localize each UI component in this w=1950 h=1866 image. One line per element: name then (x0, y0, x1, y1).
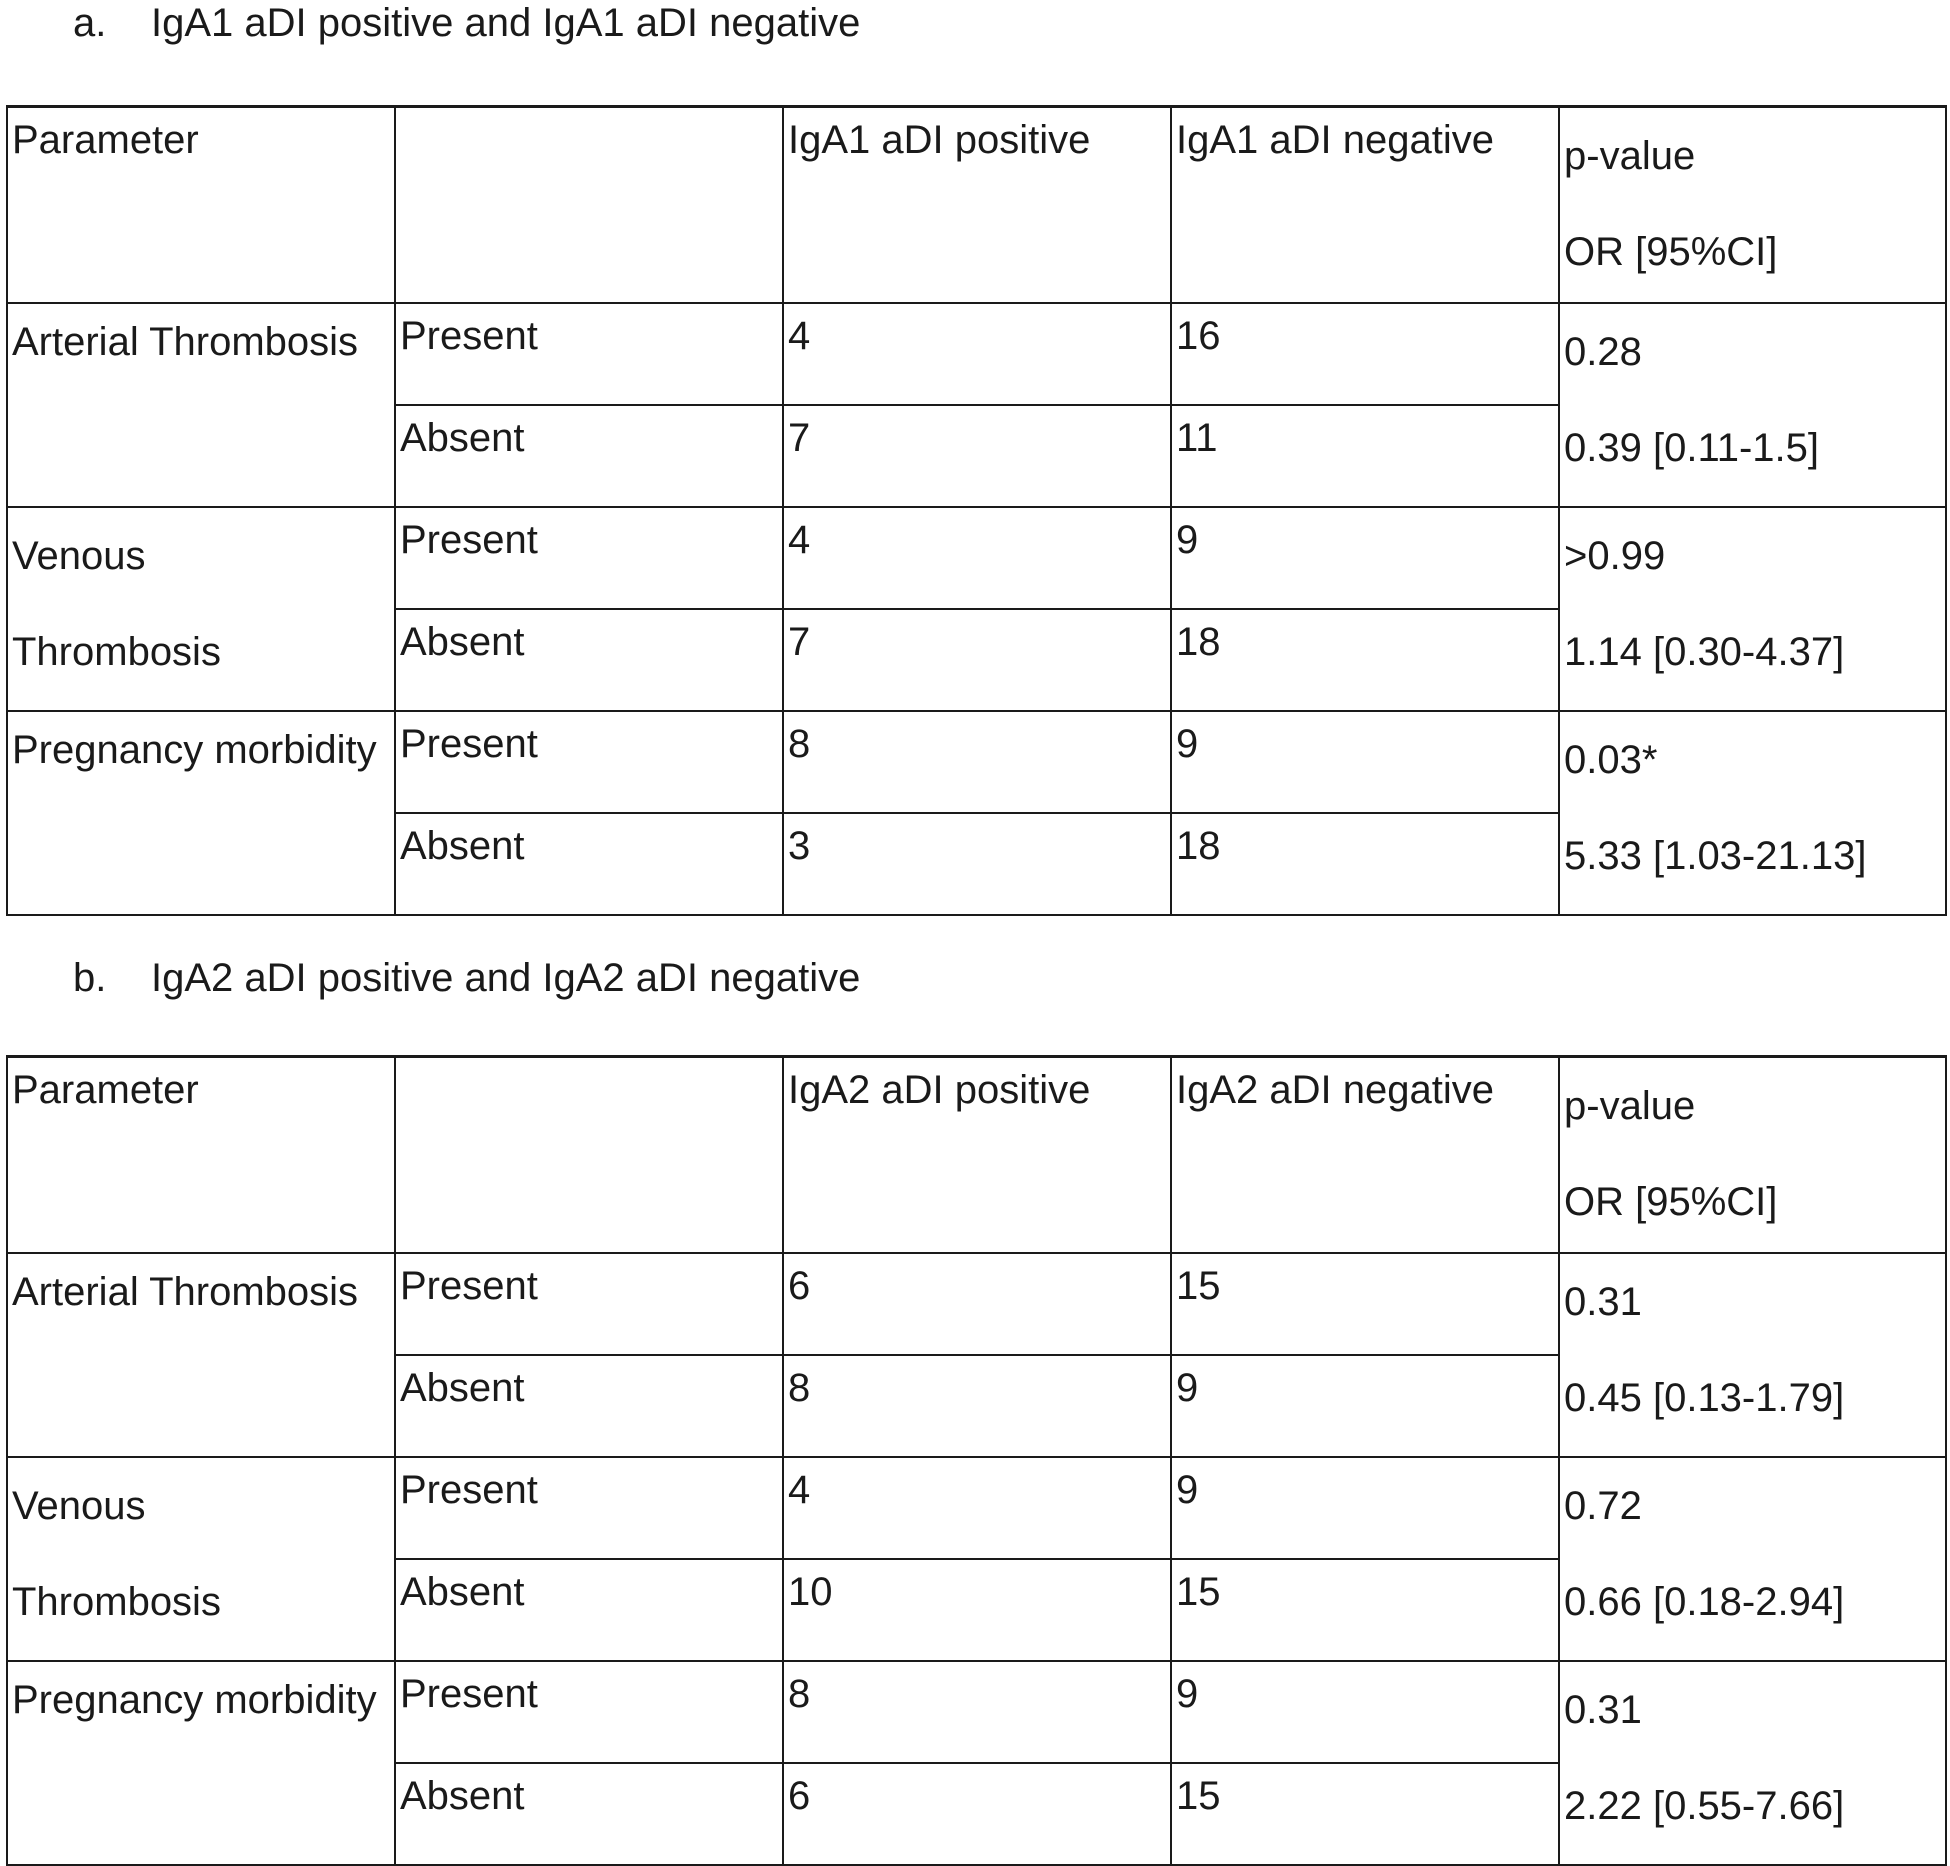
table-row (7, 1457, 1946, 1559)
parameter-cell: Arterial Thrombosis (7, 1253, 395, 1457)
table-row (7, 507, 1946, 609)
negative-cell: 11 (1171, 405, 1559, 507)
status-cell: Absent (395, 609, 783, 711)
table-row (7, 711, 1946, 813)
parameter-cell: Pregnancy morbidity (7, 711, 395, 915)
positive-cell: 6 (783, 1763, 1171, 1865)
status-cell: Present (395, 711, 783, 813)
negative-cell: 15 (1171, 1763, 1559, 1865)
positive-cell: 4 (783, 507, 1171, 609)
header-parameter: Parameter (7, 1057, 395, 1254)
header-negative: IgA1 aDI negative (1171, 107, 1559, 304)
table-header-row (7, 1057, 1946, 1254)
negative-cell: 9 (1171, 1355, 1559, 1457)
parameter-cell (7, 1457, 395, 1661)
section-b-title-text: IgA2 aDI positive and IgA2 aDI negative (151, 956, 861, 1000)
parameter-cell: Arterial Thrombosis (7, 303, 395, 507)
header-negative: IgA2 aDI negative (1171, 1057, 1559, 1254)
section-a-letter: a. (73, 1, 107, 45)
stats-cell (1559, 507, 1946, 711)
status-cell: Absent (395, 1355, 783, 1457)
negative-cell: 16 (1171, 303, 1559, 405)
stats-cell (1559, 1661, 1946, 1865)
stats-cell (1559, 711, 1946, 915)
stats-cell (1559, 1457, 1946, 1661)
positive-cell: 8 (783, 1661, 1171, 1763)
table-row (7, 1661, 1946, 1763)
odds-ratio: 2.22 [0.55-7.66] (1564, 1784, 1845, 1828)
section-a-title-text: IgA1 aDI positive and IgA1 aDI negative (151, 1, 861, 45)
status-cell: Absent (395, 405, 783, 507)
header-pvalue: p-value (1564, 134, 1696, 178)
parameter-cell (7, 507, 395, 711)
positive-cell: 8 (783, 1355, 1171, 1457)
negative-cell: 15 (1171, 1253, 1559, 1355)
header-or: OR [95%CI] (1564, 230, 1778, 274)
header-positive: IgA1 aDI positive (783, 107, 1171, 304)
odds-ratio: 0.45 [0.13-1.79] (1564, 1376, 1845, 1420)
negative-cell: 9 (1171, 1661, 1559, 1763)
positive-cell: 8 (783, 711, 1171, 813)
positive-cell: 4 (783, 1457, 1171, 1559)
negative-cell: 9 (1171, 711, 1559, 813)
header-stats (1559, 107, 1946, 304)
positive-cell: 7 (783, 405, 1171, 507)
stats-cell (1559, 1253, 1946, 1457)
negative-cell: 9 (1171, 507, 1559, 609)
positive-cell: 3 (783, 813, 1171, 915)
negative-cell: 18 (1171, 609, 1559, 711)
status-cell: Present (395, 507, 783, 609)
positive-cell: 6 (783, 1253, 1171, 1355)
status-cell: Present (395, 1457, 783, 1559)
table-header-row (7, 107, 1946, 304)
header-pvalue: p-value (1564, 1084, 1696, 1128)
parameter-line1: Venous (12, 534, 146, 578)
table-row (7, 1253, 1946, 1355)
status-cell: Present (395, 303, 783, 405)
header-parameter: Parameter (7, 107, 395, 304)
status-cell: Absent (395, 1559, 783, 1661)
pvalue: 0.28 (1564, 330, 1642, 374)
parameter-line1: Venous (12, 1484, 146, 1528)
header-positive: IgA2 aDI positive (783, 1057, 1171, 1254)
parameter-cell: Pregnancy morbidity (7, 1661, 395, 1865)
header-blank (395, 107, 783, 304)
negative-cell: 18 (1171, 813, 1559, 915)
header-blank (395, 1057, 783, 1254)
pvalue: 0.31 (1564, 1688, 1642, 1732)
odds-ratio: 5.33 [1.03-21.13] (1564, 834, 1867, 878)
pvalue: 0.31 (1564, 1280, 1642, 1324)
parameter-line2: Thrombosis (12, 1580, 221, 1624)
odds-ratio: 0.66 [0.18-2.94] (1564, 1580, 1845, 1624)
header-stats (1559, 1057, 1946, 1254)
odds-ratio: 1.14 [0.30-4.37] (1564, 630, 1845, 674)
odds-ratio: 0.39 [0.11-1.5] (1564, 426, 1819, 470)
pvalue: 0.03* (1564, 738, 1658, 782)
parameter-line2: Thrombosis (12, 630, 221, 674)
pvalue: >0.99 (1564, 534, 1666, 578)
section-a-title (73, 0, 860, 46)
section-b-title (73, 955, 860, 1001)
table-row (7, 303, 1946, 405)
status-cell: Absent (395, 813, 783, 915)
positive-cell: 7 (783, 609, 1171, 711)
status-cell: Absent (395, 1763, 783, 1865)
stats-cell (1559, 303, 1946, 507)
negative-cell: 15 (1171, 1559, 1559, 1661)
section-b-letter: b. (73, 956, 107, 1000)
positive-cell: 4 (783, 303, 1171, 405)
status-cell: Present (395, 1253, 783, 1355)
negative-cell: 9 (1171, 1457, 1559, 1559)
iga1-table (6, 105, 1947, 916)
pvalue: 0.72 (1564, 1484, 1642, 1528)
positive-cell: 10 (783, 1559, 1171, 1661)
iga2-table (6, 1055, 1947, 1866)
header-or: OR [95%CI] (1564, 1180, 1778, 1224)
status-cell: Present (395, 1661, 783, 1763)
